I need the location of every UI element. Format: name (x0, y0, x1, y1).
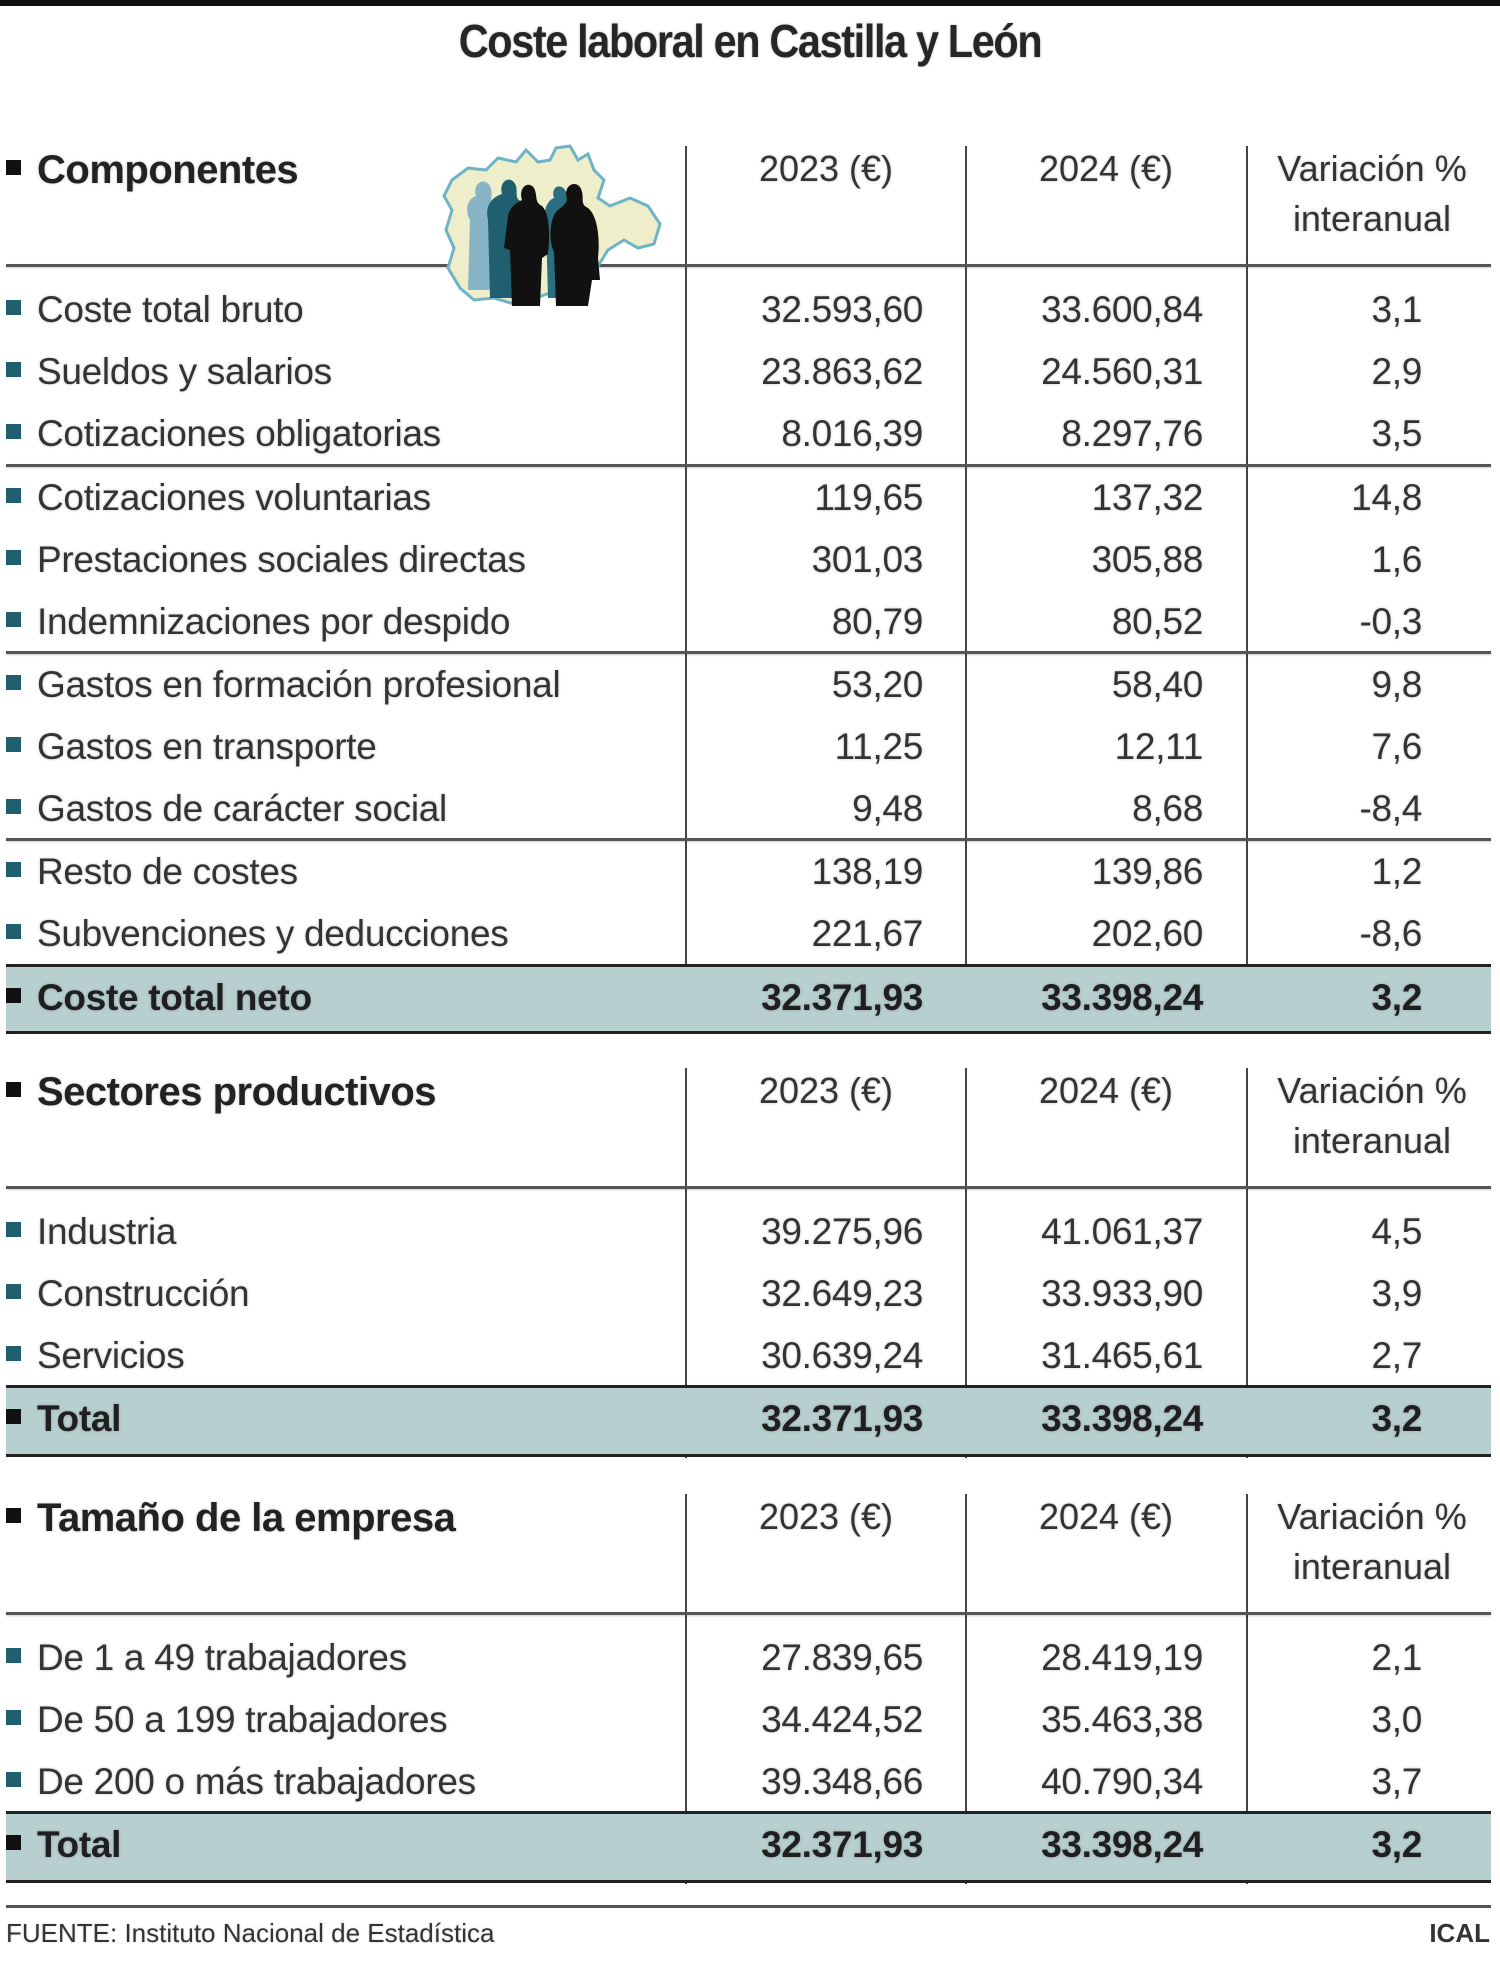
col-header-2024: 2024 (€) (1038, 148, 1174, 189)
people-silhouettes-icon (467, 180, 600, 306)
row-label-text: Cotizaciones voluntarias (37, 477, 431, 518)
value-2023: 27.839,65 (761, 1637, 923, 1678)
row-label-text: Construcción (37, 1273, 250, 1314)
value-2024: 8,68 (1132, 788, 1203, 829)
row-label (6, 467, 431, 529)
value-variation: 3,9 (1371, 1273, 1422, 1314)
table-row (6, 903, 1491, 965)
section-title-text: Sectores productivos (37, 1070, 437, 1114)
value-variation: 14,8 (1351, 477, 1422, 518)
table-row (6, 841, 1491, 903)
bullet-icon (6, 424, 21, 439)
table-row (6, 716, 1491, 778)
bullet-icon (6, 550, 21, 565)
value-2023: 34.424,52 (761, 1699, 923, 1740)
row-label (6, 279, 303, 341)
value-2024: 305,88 (1091, 539, 1203, 580)
value-2023: 11,25 (834, 726, 923, 767)
bullet-icon (6, 924, 21, 939)
header-rule (6, 1186, 1491, 1189)
row-label-text: Coste total bruto (37, 289, 304, 330)
row-label (6, 654, 560, 716)
value-variation: 4,5 (1371, 1211, 1422, 1252)
value-2024: 33.933,90 (1041, 1273, 1203, 1314)
value-2024: 33.398,24 (1041, 1398, 1203, 1439)
value-2023: 119,65 (814, 477, 923, 518)
row-label-text: Industria (37, 1211, 177, 1252)
bullet-icon (6, 675, 21, 690)
row-label (6, 967, 312, 1029)
total-row (6, 1811, 1491, 1883)
value-2024: 33.600,84 (1041, 289, 1203, 330)
row-label-text: Indemnizaciones por despido (37, 601, 511, 642)
value-2024: 41.061,37 (1041, 1211, 1203, 1252)
bullet-icon (6, 799, 21, 814)
section-title-text: Tamaño de la empresa (37, 1496, 456, 1540)
header-rule (6, 264, 1491, 267)
bullet-icon (6, 988, 21, 1003)
row-label (6, 403, 441, 465)
row-label-text: Sueldos y salarios (37, 351, 332, 392)
table-row (6, 591, 1491, 653)
value-2023: 80,79 (831, 601, 923, 642)
bullet-icon (6, 1082, 21, 1097)
source-note: FUENTE: Instituto Nacional de Estadística (6, 1918, 495, 1948)
value-variation: 3,5 (1371, 413, 1422, 454)
table-row (6, 1751, 1491, 1813)
table-row (6, 341, 1491, 403)
row-label (6, 1814, 121, 1876)
row-label (6, 1751, 476, 1813)
value-variation: 1,6 (1371, 539, 1422, 580)
value-2024: 28.419,19 (1041, 1637, 1203, 1678)
col-header-2024: 2024 (€) (1038, 1496, 1174, 1537)
value-variation: 3,7 (1371, 1761, 1422, 1802)
total-row (6, 1385, 1491, 1457)
value-2023: 138,19 (811, 851, 923, 892)
top-rule (0, 0, 1500, 6)
section-title (6, 140, 298, 200)
value-variation: 1,2 (1371, 851, 1422, 892)
value-variation: 2,1 (1371, 1637, 1422, 1678)
section-tamano-empresa (6, 1488, 1491, 1888)
bullet-icon (6, 1508, 21, 1523)
row-label-text: Total (37, 1824, 122, 1865)
table-row (6, 654, 1491, 716)
row-label-text: Cotizaciones obligatorias (37, 413, 441, 454)
row-label (6, 841, 298, 903)
row-label-text: Prestaciones sociales directas (37, 539, 526, 580)
bullet-icon (6, 362, 21, 377)
row-label-text: Gastos en transporte (37, 726, 377, 767)
table-row (6, 1627, 1491, 1689)
table-row (6, 1689, 1491, 1751)
row-label (6, 1689, 447, 1751)
col-header-2023: 2023 (€) (758, 1496, 894, 1537)
value-variation: -8,4 (1359, 788, 1422, 829)
col-header-2023: 2023 (€) (758, 1070, 894, 1111)
table-row (6, 1325, 1491, 1387)
col-header-2024: 2024 (€) (1038, 1070, 1174, 1111)
value-2024: 58,40 (1111, 664, 1203, 705)
section-title-text: Componentes (37, 148, 299, 192)
value-2023: 32.593,60 (761, 289, 923, 330)
row-label (6, 1201, 176, 1263)
bullet-icon (6, 862, 21, 877)
value-2023: 32.371,93 (761, 977, 923, 1018)
bullet-icon (6, 1772, 21, 1787)
section-componentes (6, 140, 1491, 1035)
value-2023: 9,48 (852, 788, 923, 829)
col-header-2023: 2023 (€) (758, 148, 894, 189)
value-2023: 23.863,62 (761, 351, 923, 392)
col-header-variation-line2: interanual (1292, 198, 1452, 239)
bullet-icon (6, 488, 21, 503)
bullet-icon (6, 737, 21, 752)
bullet-icon (6, 1346, 21, 1361)
agency-credit: ICAL (1429, 1918, 1490, 1948)
row-label-text: Total (37, 1398, 122, 1439)
value-2024: 12,11 (1114, 726, 1203, 767)
value-2023: 32.649,23 (761, 1273, 923, 1314)
value-variation: 2,9 (1371, 351, 1422, 392)
table-row (6, 279, 1491, 341)
row-label (6, 1388, 121, 1450)
row-label (6, 778, 447, 840)
bullet-icon (6, 1710, 21, 1725)
value-2024: 31.465,61 (1041, 1335, 1203, 1376)
header-rule (6, 1612, 1491, 1615)
value-variation: 3,0 (1371, 1699, 1422, 1740)
row-label-text: De 50 a 199 trabajadores (37, 1699, 448, 1740)
value-2023: 301,03 (811, 539, 923, 580)
section-title (6, 1488, 455, 1548)
value-variation: 3,2 (1371, 1398, 1422, 1439)
bullet-icon (6, 160, 21, 175)
row-label (6, 903, 508, 965)
row-label-text: Resto de costes (37, 851, 298, 892)
total-row (6, 964, 1491, 1034)
row-label-text: Subvenciones y deducciones (37, 913, 509, 954)
row-label-text: Servicios (37, 1335, 185, 1376)
value-2024: 33.398,24 (1041, 977, 1203, 1018)
col-header-variation-line1: Variación % (1277, 1070, 1467, 1111)
col-header-variation-line1: Variación % (1277, 1496, 1467, 1537)
row-label-text: Gastos en formación profesional (37, 664, 561, 705)
col-header-variation-line1: Variación % (1277, 148, 1467, 189)
row-label (6, 1325, 184, 1387)
value-variation: 3,2 (1371, 1824, 1422, 1865)
section-title (6, 1062, 436, 1122)
page-title: Coste laboral en Castilla y León (458, 15, 1042, 67)
value-variation: -8,6 (1359, 913, 1422, 954)
value-2023: 32.371,93 (761, 1398, 923, 1439)
value-variation: 2,7 (1371, 1335, 1422, 1376)
value-variation: 3,1 (1371, 289, 1422, 330)
value-2024: 202,60 (1091, 913, 1203, 954)
value-2024: 40.790,34 (1041, 1761, 1203, 1802)
col-header-variation (1252, 144, 1492, 244)
bullet-icon (6, 1648, 21, 1663)
table-row (6, 778, 1491, 840)
bullet-icon (6, 1222, 21, 1237)
value-2024: 137,32 (1091, 477, 1203, 518)
value-variation: 3,2 (1371, 977, 1422, 1018)
value-2023: 53,20 (831, 664, 923, 705)
row-label (6, 591, 510, 653)
row-label (6, 1627, 407, 1689)
row-label (6, 1263, 249, 1325)
row-label-text: De 1 a 49 trabajadores (37, 1637, 407, 1678)
row-label (6, 716, 377, 778)
bullet-icon (6, 1835, 21, 1850)
footer-rule (6, 1905, 1491, 1908)
col-header-variation-line2: interanual (1292, 1120, 1452, 1161)
table-row (6, 1201, 1491, 1263)
value-2023: 221,67 (811, 913, 923, 954)
col-header-variation (1252, 1066, 1492, 1166)
value-variation: -0,3 (1359, 601, 1422, 642)
section-sectores (6, 1062, 1491, 1462)
bullet-icon (6, 1409, 21, 1424)
castilla-leon-people-illustration (438, 140, 664, 308)
value-2023: 30.639,24 (761, 1335, 923, 1376)
row-label (6, 529, 526, 591)
row-label-text: Gastos de carácter social (37, 788, 447, 829)
table-row (6, 1263, 1491, 1325)
value-2024: 8.297,76 (1061, 413, 1203, 454)
bullet-icon (6, 1284, 21, 1299)
bullet-icon (6, 612, 21, 627)
value-2023: 39.348,66 (761, 1761, 923, 1802)
table-row (6, 403, 1491, 465)
value-2024: 35.463,38 (1041, 1699, 1203, 1740)
value-variation: 7,6 (1371, 726, 1422, 767)
row-label (6, 341, 332, 403)
value-2024: 24.560,31 (1041, 351, 1203, 392)
value-2023: 8.016,39 (781, 413, 923, 454)
value-2024: 80,52 (1111, 601, 1203, 642)
col-header-variation-line2: interanual (1292, 1546, 1452, 1587)
col-header-variation (1252, 1492, 1492, 1592)
table-row (6, 467, 1491, 529)
value-2023: 39.275,96 (761, 1211, 923, 1252)
row-label-text: Coste total neto (37, 977, 312, 1018)
bullet-icon (6, 300, 21, 315)
value-2023: 32.371,93 (761, 1824, 923, 1865)
value-2024: 33.398,24 (1041, 1824, 1203, 1865)
row-label-text: De 200 o más trabajadores (37, 1761, 476, 1802)
value-variation: 9,8 (1371, 664, 1422, 705)
value-2024: 139,86 (1091, 851, 1203, 892)
table-row (6, 529, 1491, 591)
